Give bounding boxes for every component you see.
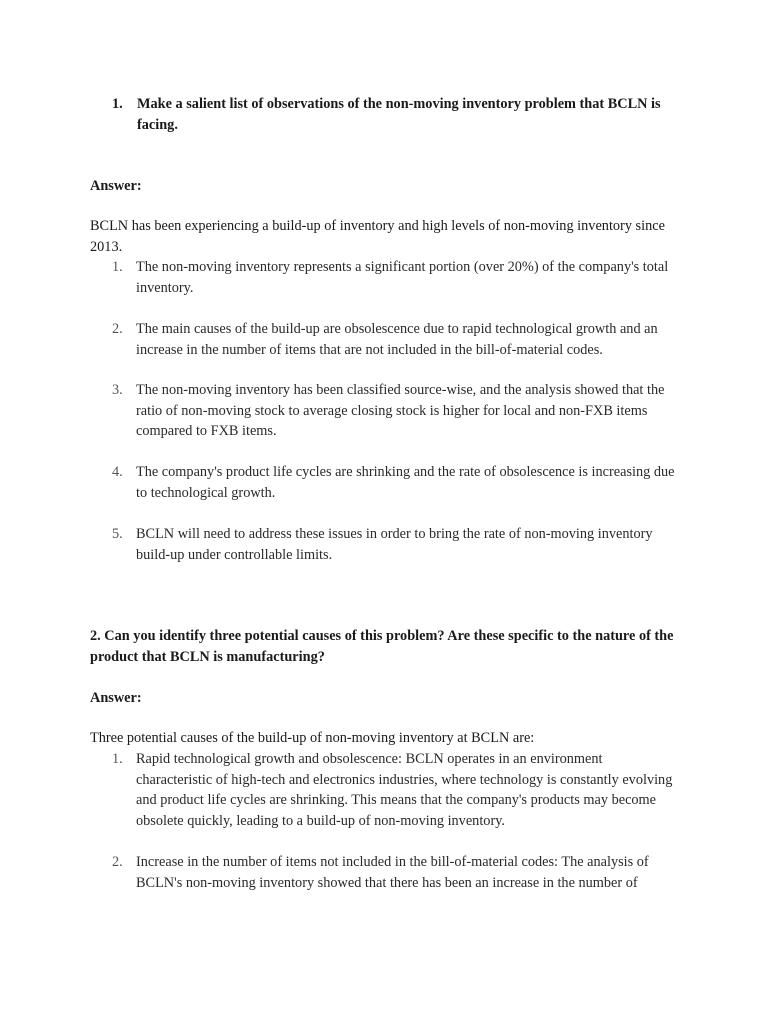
list-item-number: 2. bbox=[112, 321, 123, 337]
list-item-number: 1. bbox=[112, 751, 123, 767]
question-1-number: 1. bbox=[112, 96, 123, 112]
list-item-number: 3. bbox=[112, 382, 123, 398]
list-item-text: BCLN will need to address these issues in order to bring the rate of non-moving inventory build-up under controllable limits. bbox=[136, 526, 653, 563]
list-item-text: Increase in the number of items not included in the bill-of-material codes: The analysis of BCLN's non-moving inventory showed that there has been an increase in the number of bbox=[136, 854, 649, 891]
list-item-number: 4. bbox=[112, 464, 123, 480]
list-item-text: The main causes of the build-up are obsolescence due to rapid technological growth and an increase in the number of items that are not included in the bill-of-material codes. bbox=[136, 321, 658, 358]
question-2-heading: 2. Can you identify three potential causes of this problem? Are these specific to the nature of the product that BCLN is manufacturing? bbox=[90, 628, 674, 665]
answer-1-intro: BCLN has been experiencing a build-up of inventory and high levels of non-moving inventory since 2013. bbox=[90, 218, 665, 255]
answer-1-list-item bbox=[112, 524, 682, 565]
list-item-text: Rapid technological growth and obsolescence: BCLN operates in an environment characteristic of high-tech and electronics industries, where technology is constantly evolving and product life cycles are shrinking. This means that the company's products may become obsolete quickly, leading to a build-up of non-moving inventory. bbox=[136, 751, 673, 829]
answer-2-intro: Three potential causes of the build-up of non-moving inventory at BCLN are: bbox=[90, 730, 535, 746]
question-1-heading bbox=[112, 94, 692, 135]
list-item-text: The non-moving inventory has been classified source-wise, and the analysis showed that the ratio of non-moving stock to average closing stock is higher for local and non-FXB items compared to FXB items. bbox=[136, 382, 665, 440]
answer-1-list-item bbox=[112, 257, 682, 298]
list-item-number: 5. bbox=[112, 526, 123, 542]
list-item-text: The non-moving inventory represents a significant portion (over 20%) of the company's total inventory. bbox=[136, 259, 669, 296]
answer-2-label: Answer: bbox=[90, 690, 142, 706]
answer-1-list-item bbox=[112, 319, 682, 360]
list-item-text: The company's product life cycles are shrinking and the rate of obsolescence is increasing due to technological growth. bbox=[136, 464, 675, 501]
answer-2-list-item bbox=[112, 852, 682, 893]
question-1-text: Make a salient list of observations of the non-moving inventory problem that BCLN is facing. bbox=[137, 96, 661, 133]
list-item-number: 1. bbox=[112, 259, 123, 275]
answer-1-list-item bbox=[112, 380, 682, 442]
answer-1-list-item bbox=[112, 462, 682, 503]
answer-1-label: Answer: bbox=[90, 178, 142, 194]
list-item-number: 2. bbox=[112, 854, 123, 870]
answer-2-list-item bbox=[112, 749, 682, 831]
